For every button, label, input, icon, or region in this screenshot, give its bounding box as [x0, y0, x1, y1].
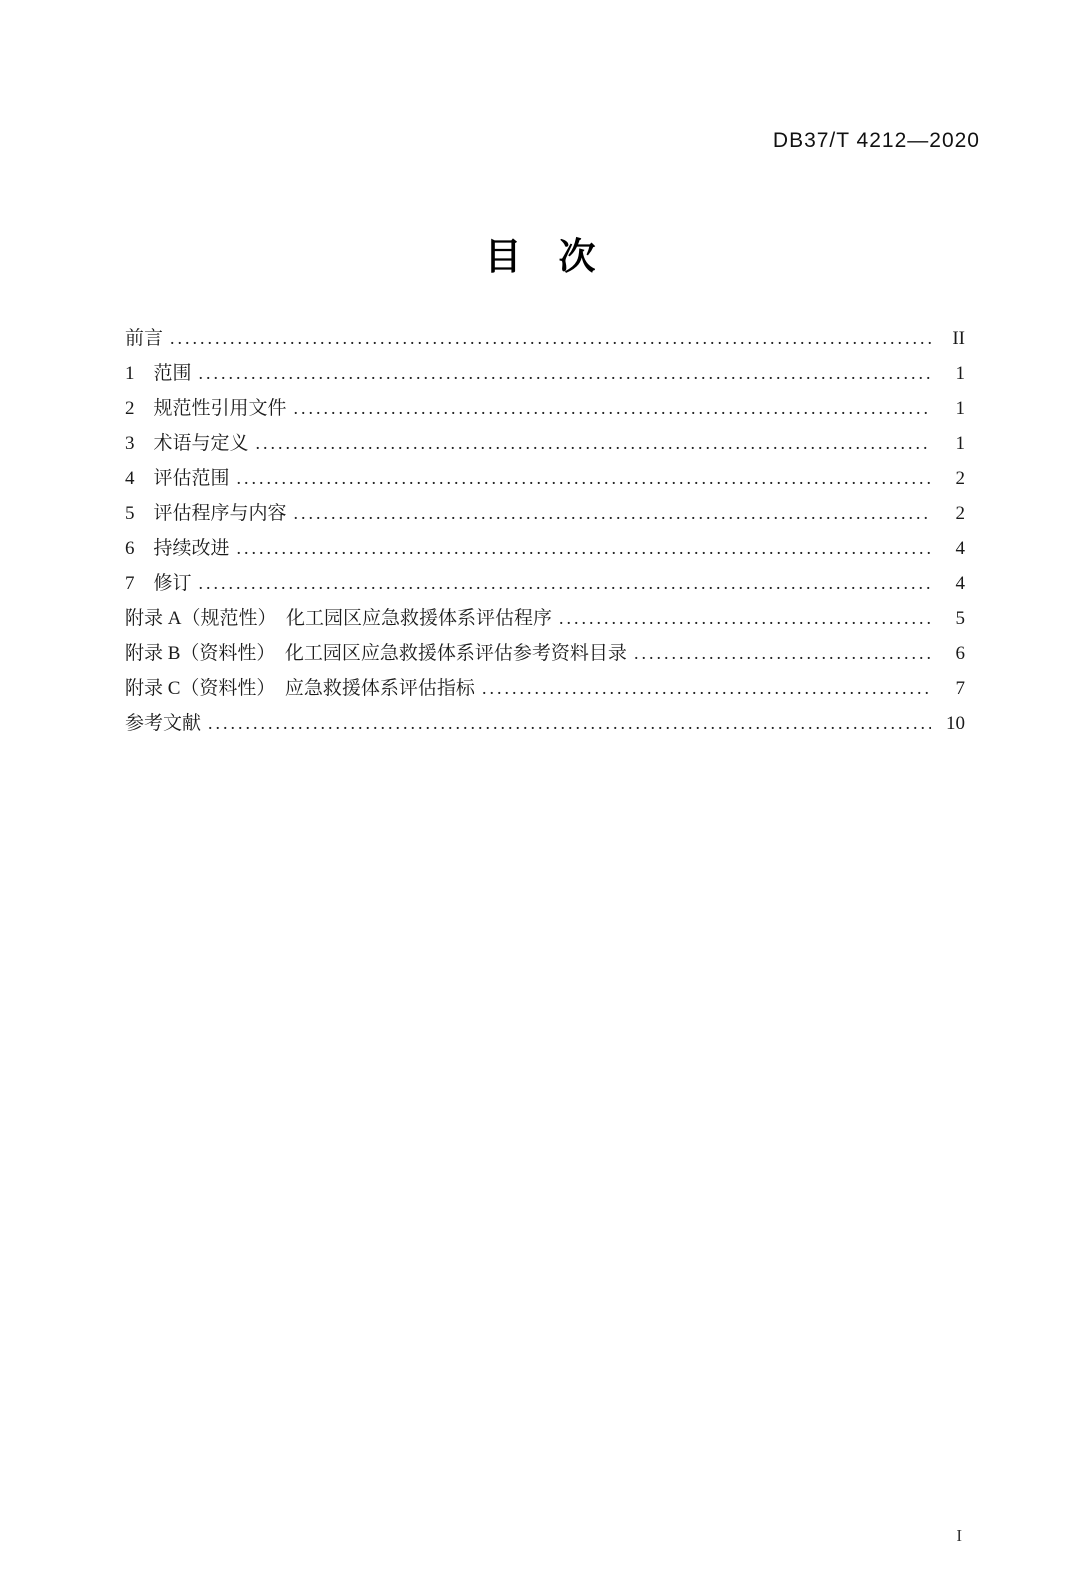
toc-dot-leader	[634, 643, 931, 664]
toc-entry-label: 4 评估范围	[125, 468, 230, 489]
toc-entry-label: 前言	[125, 328, 164, 349]
toc-entry-label: 6 持续改进	[125, 538, 230, 559]
toc-entry-page-number: 4	[955, 573, 965, 594]
toc-entry-page-number: 4	[955, 538, 965, 559]
toc-entry-label: 附录 C（资料性） 应急救援体系评估指标	[125, 678, 475, 699]
toc-dot-leader	[256, 433, 931, 454]
toc-entry	[125, 568, 965, 603]
page-title: 目 次	[484, 237, 596, 278]
toc-entry	[125, 603, 965, 638]
toc-entry-page-number: 10	[946, 713, 965, 734]
toc-entry-label: 3 术语与定义	[125, 433, 249, 454]
toc-entry-page-number: 1	[955, 433, 965, 454]
toc-entry-page-number: 5	[955, 608, 965, 629]
toc-dot-leader	[559, 608, 931, 629]
toc-dot-leader	[482, 678, 931, 699]
toc-entry-page-number: 1	[955, 398, 965, 419]
toc-entry	[125, 708, 965, 743]
toc-dot-leader	[294, 398, 931, 419]
table-of-contents	[125, 323, 965, 743]
toc-dot-leader	[170, 328, 931, 349]
toc-entry	[125, 533, 965, 568]
toc-dot-leader	[237, 468, 931, 489]
toc-entry-label: 2 规范性引用文件	[125, 398, 287, 419]
toc-entry	[125, 428, 965, 463]
toc-entry	[125, 323, 965, 358]
toc-entry	[125, 673, 965, 708]
toc-entry-label: 附录 B（资料性） 化工园区应急救援体系评估参考资料目录	[125, 643, 627, 664]
toc-entry	[125, 393, 965, 428]
toc-entry	[125, 463, 965, 498]
toc-entry-label: 1 范围	[125, 363, 192, 384]
toc-entry-page-number: 1	[955, 363, 965, 384]
footer-page-number: I	[956, 1526, 962, 1545]
toc-entry-label: 附录 A（规范性） 化工园区应急救援体系评估程序	[125, 608, 552, 629]
document-page	[0, 130, 1080, 1576]
toc-entry	[125, 638, 965, 673]
toc-entry	[125, 358, 965, 393]
toc-entry-page-number: 2	[955, 503, 965, 524]
toc-dot-leader	[199, 363, 931, 384]
toc-dot-leader	[237, 538, 931, 559]
toc-dot-leader	[208, 713, 931, 734]
standard-code: DB37/T 4212—2020	[772, 129, 980, 152]
toc-dot-leader	[199, 573, 931, 594]
toc-entry-label: 5 评估程序与内容	[125, 503, 287, 524]
toc-entry-label: 参考文献	[125, 713, 202, 734]
toc-entry-label: 7 修订	[125, 573, 192, 594]
toc-dot-leader	[294, 503, 931, 524]
toc-entry-page-number: II	[952, 328, 965, 349]
toc-entry-page-number: 7	[955, 678, 965, 699]
toc-entry-page-number: 6	[955, 643, 965, 664]
toc-entry-page-number: 2	[955, 468, 965, 489]
toc-entry	[125, 498, 965, 533]
